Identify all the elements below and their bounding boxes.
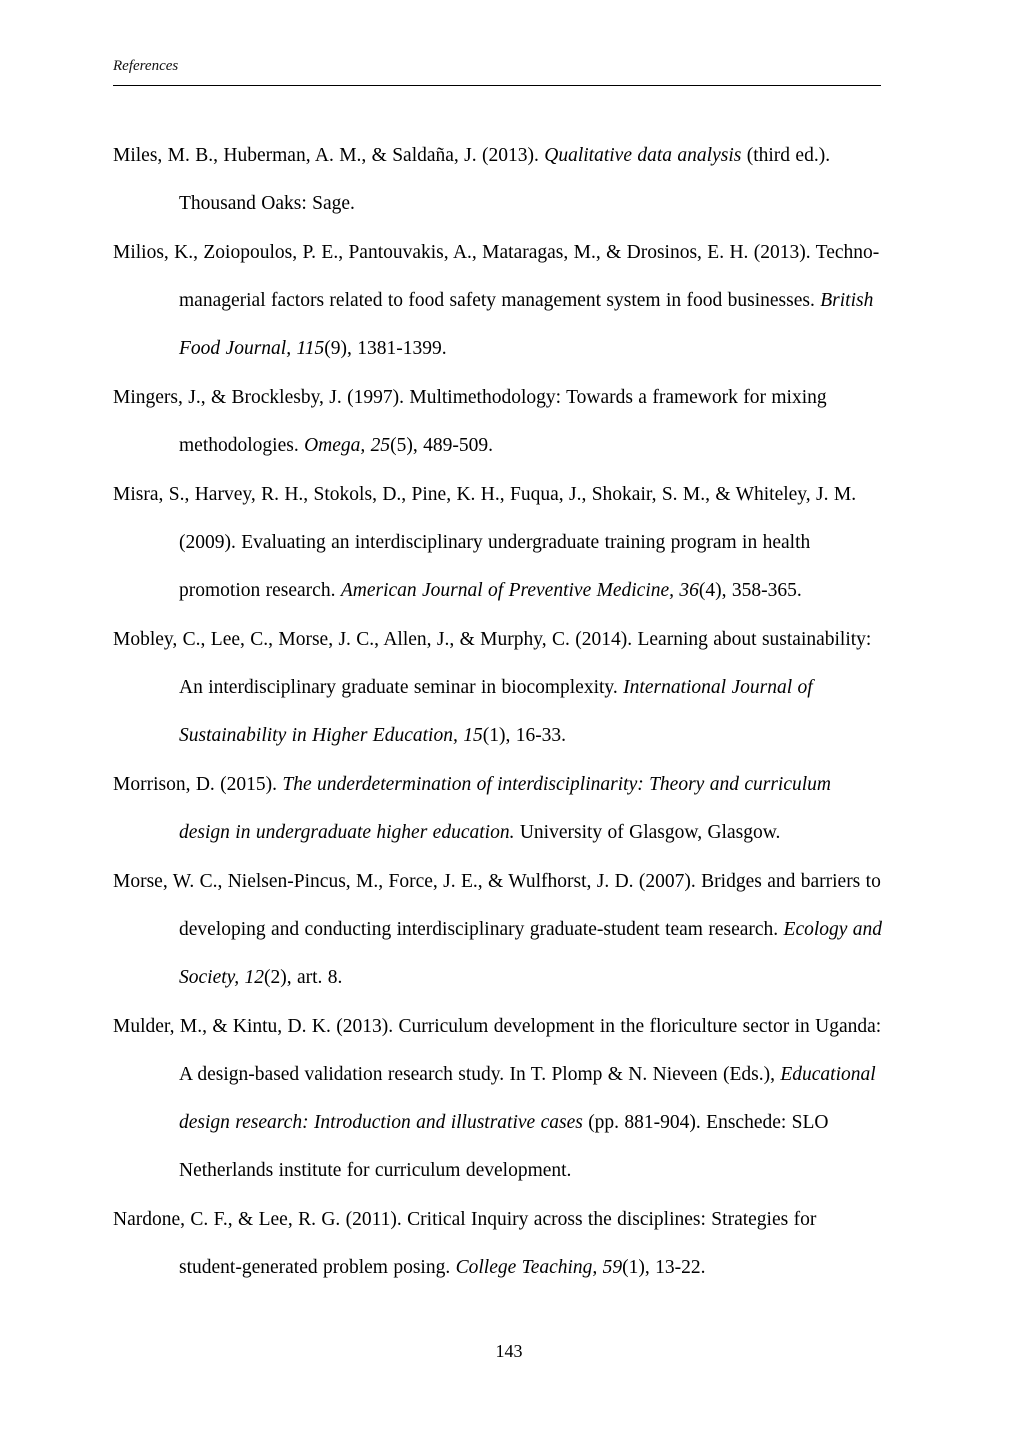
reference-text: (third ed.). Thousand Oaks: Sage. <box>179 144 831 214</box>
reference-title-italic: British Food Journal, 115 <box>179 289 874 359</box>
reference-title-italic: American Journal of Preventive Medicine, 36 <box>340 579 699 601</box>
reference-text: Morrison, D. (2015). <box>113 773 283 795</box>
reference-entry <box>113 229 883 373</box>
reference-text: (1), 16-33. <box>482 724 567 746</box>
reference-title-italic: Omega, 25 <box>304 434 391 456</box>
reference-text: (pp. 881-904). Enschede: SLO Netherlands institute for curriculum development. <box>179 1111 829 1181</box>
reference-entry <box>113 616 883 760</box>
reference-list <box>113 112 883 1292</box>
reference-title-italic: Qualitative data analysis <box>544 144 742 166</box>
reference-text: Miles, M. B., Huberman, A. M., & Saldaña, J. (2013). <box>113 144 545 166</box>
reference-entry <box>113 374 883 470</box>
reference-text: (4), 358-365. <box>698 579 802 601</box>
running-head: References <box>113 58 881 86</box>
reference-text: Mulder, M., & Kintu, D. K. (2013). Curriculum development in the floriculture sector in Uganda: A design-based validation research study. In T. Plomp & N. Nieveen (Eds.), <box>113 1015 882 1085</box>
reference-entry <box>113 132 883 228</box>
reference-title-italic: International Journal of Sustainability in Higher Education, 15 <box>179 676 813 746</box>
reference-text: (5), 489-509. <box>390 434 494 456</box>
reference-text: University of Glasgow, Glasgow. <box>514 821 781 843</box>
reference-title-italic: Ecology and Society, 12 <box>179 918 883 988</box>
reference-text: (2), art. 8. <box>263 966 343 988</box>
reference-entry <box>113 858 883 1002</box>
reference-text: Mobley, C., Lee, C., Morse, J. C., Allen, J., & Murphy, C. (2014). Learning about sustainability: An interdisciplinary graduate seminar in biocomplexity. <box>113 628 872 698</box>
reference-text: (1), 13-22. <box>622 1256 706 1278</box>
reference-text: Misra, S., Harvey, R. H., Stokols, D., Pine, K. H., Fuqua, J., Shokair, S. M., & Whiteley, J. M. (2009). Evaluating an interdisciplinary undergraduate training program in health promotion research. <box>113 483 857 601</box>
reference-title-italic: The underdetermination of interdisciplinarity: Theory and curriculum design in undergraduate higher education. <box>179 773 831 843</box>
reference-text: Milios, K., Zoiopoulos, P. E., Pantouvakis, A., Mataragas, M., & Drosinos, E. H. (2013). Techno-managerial factors related to food safety management system in food businesses. <box>113 241 880 311</box>
reference-entry <box>113 471 883 615</box>
reference-text: Nardone, C. F., & Lee, R. G. (2011). Critical Inquiry across the disciplines: Strategies for student-generated problem posing. <box>113 1208 817 1278</box>
reference-text: Morse, W. C., Nielsen-Pincus, M., Force, J. E., & Wulfhorst, J. D. (2007). Bridges and barriers to developing and conducting interdisciplinary graduate-student team research. <box>113 870 881 940</box>
reference-entry <box>113 761 883 857</box>
reference-text: (9), 1381-1399. <box>324 337 447 359</box>
reference-entry <box>113 1196 883 1292</box>
page-number: 143 <box>495 1341 523 1361</box>
reference-entry <box>113 1003 883 1195</box>
reference-title-italic: Educational design research: Introduction and illustrative cases <box>179 1063 876 1133</box>
reference-title-italic: College Teaching, 59 <box>455 1256 623 1278</box>
reference-text: Mingers, J., & Brocklesby, J. (1997). Multimethodology: Towards a framework for mixing methodologies. <box>113 386 827 456</box>
